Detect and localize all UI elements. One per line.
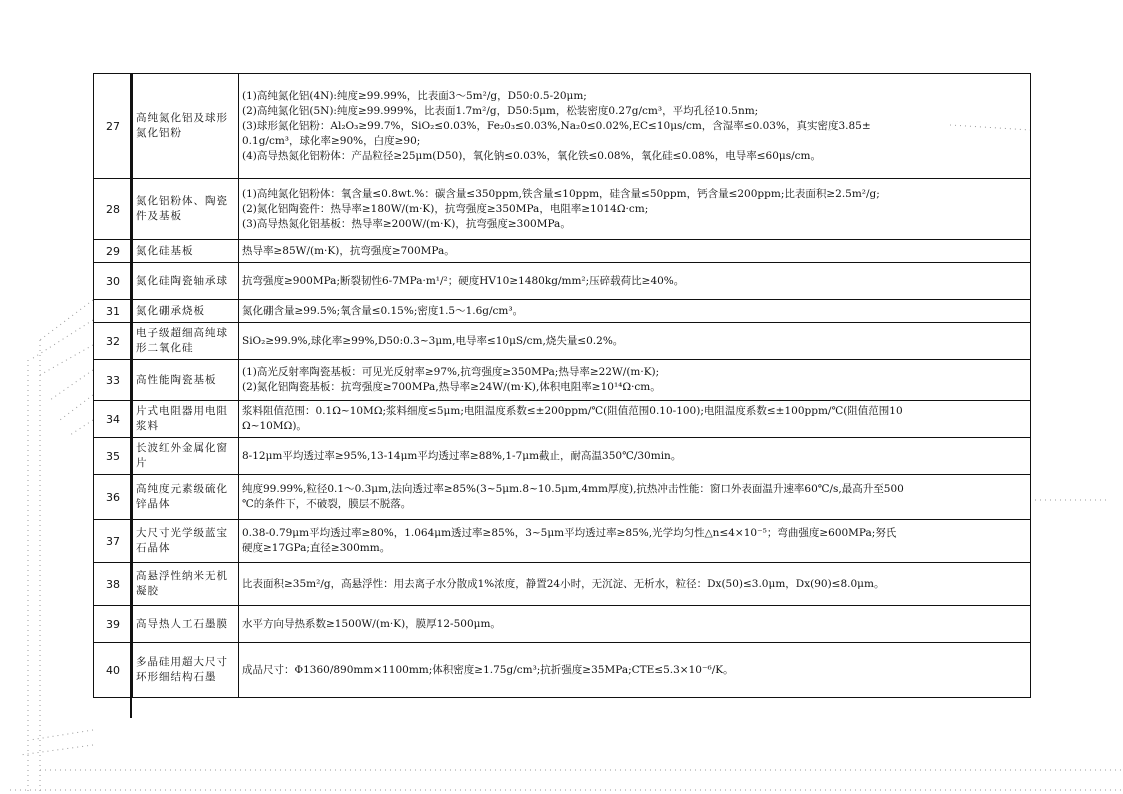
product-name: 电子级超细高纯球形二氧化硅: [133, 323, 239, 360]
product-name: 高纯氮化铝及球形氮化铝粉: [133, 74, 239, 179]
product-name: 多晶硅用超大尺寸环形细结构石墨: [133, 643, 239, 698]
spec-line: (4)高导热氮化铝粉体：产品粒径≥25μm(D50)，氧化钠≤0.03%，氧化铁≤0.08%，氧化硅≤0.08%，电导率≤60μs/cm。: [242, 149, 821, 162]
product-name: 高性能陶瓷基板: [133, 360, 239, 401]
spec-cell: [239, 240, 1031, 263]
table-row: [94, 179, 1031, 240]
product-name: 氮化硼承烧板: [133, 300, 239, 323]
spec-line: 氮化硼含量≥99.5%;氧含量≤0.15%;密度1.5～1.6g/cm³。: [242, 304, 524, 317]
table-row: [94, 438, 1031, 475]
spec-line: 成品尺寸：Φ1360/890mm×1100mm;体积密度≥1.75g/cm³;抗折强度≥35MPa;CTE≤5.3×10⁻⁶/K。: [242, 663, 734, 676]
table-row: [94, 563, 1031, 606]
spec-line: (1)高纯氮化铝(4N):纯度≥99.99%，比表面3～5m²/g，D50:0.5-20μm;: [242, 89, 587, 102]
row-number: 40: [94, 643, 133, 698]
spec-line: 硬度≥17GPa;直径≥300mm。: [242, 542, 391, 554]
row-number: 31: [94, 300, 133, 323]
product-name: 高悬浮性纳米无机凝胶: [133, 563, 239, 606]
spec-line: Ω~10MΩ)。: [242, 420, 307, 432]
table-row: [94, 323, 1031, 360]
row-number: 28: [94, 179, 133, 240]
table-row: [94, 300, 1031, 323]
row-number: 36: [94, 475, 133, 520]
product-name: 氮化硅基板: [133, 240, 239, 263]
row-number: 27: [94, 74, 133, 179]
spec-line: 热导率≥85W/(m·K)，抗弯强度≥700MPa。: [242, 244, 455, 257]
spec-cell: [239, 606, 1031, 643]
spec-line: 纯度99.99%,粒径0.1～0.3μm,法向透过率≥85%(3~5μm.8~10.5μm,4mm厚度),抗热冲击性能：窗口外表面温升速率60℃/s,最高升至500: [242, 483, 904, 495]
table-row: [94, 360, 1031, 401]
product-name: 氮化铝粉体、陶瓷件及基板: [133, 179, 239, 240]
spec-line: 0.38-0.79μm平均透过率≥80%，1.064μm透过率≥85%，3~5μm平均透过率≥85%,光学均匀性△n≤4×10⁻⁵；弯曲强度≥600MPa;努氏: [242, 527, 897, 539]
product-name: 高纯度元素级硫化锌晶体: [133, 475, 239, 520]
row-number: 30: [94, 263, 133, 300]
product-name: 大尺寸光学级蓝宝石晶体: [133, 520, 239, 563]
table-row: [94, 475, 1031, 520]
table-row: [94, 74, 1031, 179]
row-number: 32: [94, 323, 133, 360]
spec-line: 比表面积≥35m²/g，高悬浮性：用去离子水分散成1%浓度，静置24小时，无沉淀、无析水，粒径：Dx(50)≤3.0μm，Dx(90)≤8.0μm。: [242, 577, 885, 590]
spec-line: (2)氮化铝陶瓷基板：抗弯强度≥700MPa,热导率≥24W/(m·K),体积电阻率≥10¹⁴Ω·cm。: [242, 381, 661, 393]
spec-table: [93, 73, 1031, 698]
spec-cell: [239, 179, 1031, 240]
spec-line: (3)球形氮化铝粉：Al₂O₃≥99.7%，SiO₂≤0.03%，Fe₂0₃≤0.03%,Na₂0≤0.02%,EC≤10μs/cm，含湿率≤0.03%，真实密度3.85±: [242, 119, 871, 132]
spec-cell: [239, 563, 1031, 606]
row-number: 33: [94, 360, 133, 401]
spec-line: (2)氮化铝陶瓷件：热导率≥180W/(m·K)，抗弯强度≥350MPa，电阻率≥1014Ω·cm;: [242, 202, 649, 215]
row-number: 34: [94, 401, 133, 438]
spec-cell: [239, 263, 1031, 300]
spec-cell: [239, 475, 1031, 520]
spec-cell: [239, 323, 1031, 360]
product-name: 长波红外金属化窗片: [133, 438, 239, 475]
row-number: 39: [94, 606, 133, 643]
spec-cell: [239, 74, 1031, 179]
table-row: [94, 401, 1031, 438]
spec-cell: [239, 643, 1031, 698]
spec-line: 水平方向导热系数≥1500W/(m·K)，膜厚12-500μm。: [242, 617, 501, 630]
spec-line: 浆料阻值范围：0.1Ω~10MΩ;浆料细度≤5μm;电阻温度系数≤±200ppm/℃(阻值范围0.10-100);电阻温度系数≤±100ppm/℃(阻值范围10: [242, 405, 903, 417]
spec-line: 0.1g/cm³，球化率≥90%，白度≥90;: [242, 134, 421, 147]
table-row: [94, 643, 1031, 698]
spec-table-body: [94, 74, 1031, 698]
spec-line: 8-12μm平均透过率≥95%,13-14μm平均透过率≥88%,1-7μm截止，耐高温350℃/30min。: [242, 449, 682, 462]
spec-line: (1)高纯氮化铝粉体：氧含量≤0.8wt.%：碳含量≤350ppm,铁含量≤10ppm，硅含量≤50ppm，钙含量≤200ppm;比表面积≥2.5m²/g;: [242, 187, 880, 200]
spec-cell: [239, 401, 1031, 438]
table-row: [94, 606, 1031, 643]
row-number: 35: [94, 438, 133, 475]
spec-line: SiO₂≥99.9%,球化率≥99%,D50:0.3~3μm,电导率≤10μS/cm,烧失量≤0.2%。: [242, 334, 624, 347]
table-row: [94, 240, 1031, 263]
row-number: 38: [94, 563, 133, 606]
table-row: [94, 520, 1031, 563]
row-number: 37: [94, 520, 133, 563]
row-number: 29: [94, 240, 133, 263]
spec-cell: [239, 300, 1031, 323]
spec-cell: [239, 520, 1031, 563]
table-row: [94, 263, 1031, 300]
spec-line: (3)高导热氮化铝基板：热导率≥200W/(m·K)，抗弯强度≥300MPa。: [242, 217, 571, 230]
spec-cell: [239, 438, 1031, 475]
spec-line: 抗弯强度≥900MPa;断裂韧性6-7MPa·m¹/²；硬度HV10≥1480kg/mm²;压碎载荷比≥40%。: [242, 274, 685, 287]
product-name: 高导热人工石墨膜: [133, 606, 239, 643]
spec-line: (1)高光反射率陶瓷基板：可见光反射率≥97%,抗弯强度≥350MPa;热导率≥22W/(m·K);: [242, 366, 660, 378]
product-name: 氮化硅陶瓷轴承球: [133, 263, 239, 300]
spec-cell: [239, 360, 1031, 401]
spec-line: (2)高纯氮化铝(5N):纯度≥99.999%，比表面1.7m²/g，D50:5μm，松装密度0.27g/cm³，平均孔径10.5nm;: [242, 104, 759, 117]
product-name: 片式电阻器用电阻浆料: [133, 401, 239, 438]
spec-line: ℃的条件下，不破裂，膜层不脱落。: [242, 498, 412, 510]
